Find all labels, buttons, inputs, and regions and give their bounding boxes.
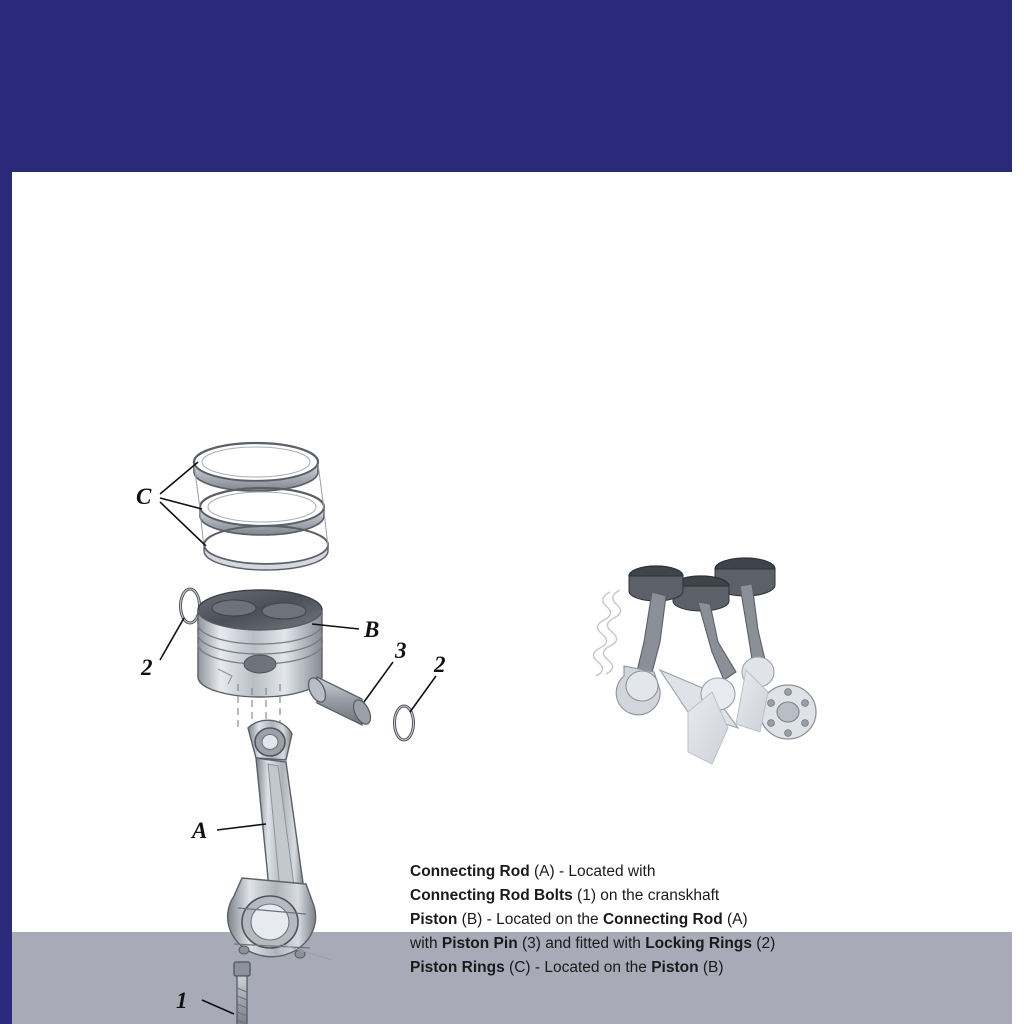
illustration-stage [12, 172, 1012, 1013]
legend-term: Piston Pin [441, 935, 518, 952]
callout-label-3: 3 [395, 638, 407, 663]
left-edge-band [0, 0, 12, 1024]
callout-label-2-left: 2 [141, 655, 153, 680]
leader-line-2-left [160, 618, 184, 660]
legend-line-2 [410, 884, 890, 908]
piston-pin [305, 675, 374, 727]
leader-line-3 [364, 662, 393, 702]
piston-group [198, 590, 322, 697]
legend-detail: (B) [698, 959, 724, 976]
legend-term: Piston Rings [410, 959, 505, 976]
callout-label-B: B [364, 617, 380, 642]
callout-label-1: 1 [176, 988, 188, 1013]
header-band [12, 0, 1012, 172]
legend-detail: (A) [722, 911, 748, 928]
legend-line-3 [410, 908, 890, 932]
leader-line-2-right [410, 676, 436, 712]
legend-term: Piston [410, 911, 458, 928]
legend-term: Connecting Rod [410, 863, 530, 880]
legend-term: Connecting Rod [602, 911, 723, 928]
legend-line-1 [410, 860, 890, 884]
legend-term: Connecting Rod Bolts [410, 887, 573, 904]
legend-detail: (3) and fitted with [517, 935, 646, 952]
legend-text-block [410, 860, 890, 980]
piston-rings-group [194, 443, 328, 570]
legend-detail: with [410, 935, 442, 952]
callout-label-A: A [192, 818, 208, 843]
callout-label-C: C [136, 484, 152, 509]
legend-detail: (1) on the cranskhaft [572, 887, 720, 904]
right-gutter [1012, 0, 1024, 1024]
crankshaft-assembly-thumbnail [593, 558, 816, 764]
legend-term: Piston [651, 959, 699, 976]
legend-line-4 [410, 932, 890, 956]
legend-term: Locking Rings [645, 935, 752, 952]
legend-line-5 [410, 956, 890, 980]
piston-ring-2 [200, 488, 324, 535]
leader-line-A [217, 824, 266, 830]
legend-detail: (B) - Located on the [457, 911, 603, 928]
callout-label-2-right: 2 [434, 652, 446, 677]
legend-detail: (A) - Located with [529, 863, 656, 880]
piston-ring-1 [194, 443, 318, 491]
connecting-rod [228, 720, 316, 958]
legend-detail: (2) [751, 935, 776, 952]
legend-detail: (C) - Located on the [504, 959, 652, 976]
